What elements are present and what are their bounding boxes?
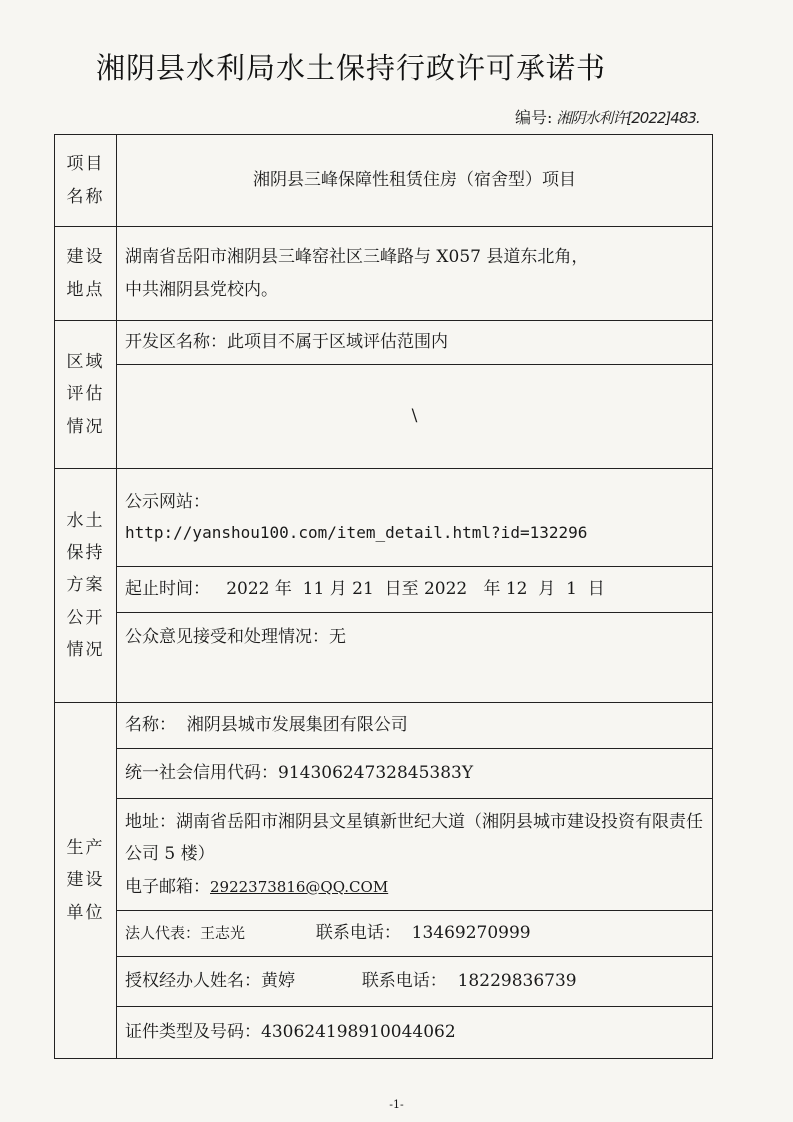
unit-legal-rep: 法人代表：王志光: [125, 924, 246, 943]
publicity-period: 起止时间： 2022 年 11 月 21 日至 2022 年 12 月 1 日: [117, 567, 713, 613]
publicity-url: http://yanshou100.com/item_detail.html?id=132296: [125, 523, 588, 543]
publicity-feedback: 公众意见接受和处理情况：无: [117, 613, 713, 703]
regional-blank-value: \: [117, 365, 713, 469]
commitment-form-table: [54, 134, 713, 1059]
publicity-site-label: 公示网站：: [125, 492, 210, 513]
location-value: [117, 227, 713, 321]
project-name-value: 湘阴县三峰保障性租赁住房（宿舍型）项目: [117, 135, 713, 227]
unit-legal-row: [117, 911, 713, 957]
label-location: 建设地点: [55, 227, 117, 321]
serial-number: [515, 105, 700, 128]
label-construction-unit: 生产建设单位: [55, 703, 117, 1059]
serial-label: 编号:: [515, 108, 553, 127]
serial-value: 湘阴水利许[2022]483.: [556, 109, 700, 127]
regional-zone-value: 开发区名称：此项目不属于区域评估范围内: [117, 321, 713, 365]
unit-credit-code: 统一社会信用代码：91430624732845383Y: [117, 749, 713, 799]
unit-agent-phone: 联系电话： 18229836739: [361, 971, 577, 992]
unit-agent-row: [117, 957, 713, 1007]
unit-legal-phone: 联系电话： 13469270999: [315, 923, 531, 944]
unit-email-row: [125, 871, 704, 903]
unit-email: 2922373816@QQ.COM: [210, 877, 389, 896]
document-title: 湘阴县水利局水土保持行政许可承诺书: [96, 51, 607, 85]
publicity-site: [117, 469, 713, 567]
page-number: -1-: [389, 1098, 404, 1111]
unit-email-label: 电子邮箱：: [125, 876, 210, 897]
label-project-name: 项目名称: [55, 135, 117, 227]
unit-agent: 授权经办人姓名：黄婷: [125, 971, 295, 992]
label-publicity: 水土保持方案公开情况: [55, 469, 117, 703]
unit-id: 证件类型及号码：430624198910044062: [117, 1007, 713, 1059]
location-line-2: 中共湘阴县党校内。: [125, 279, 278, 300]
unit-name: 名称： 湘阴县城市发展集团有限公司: [117, 703, 713, 749]
location-line-1: 湖南省岳阳市湘阴县三峰窑社区三峰路与 X057 县道东北角，: [125, 247, 589, 268]
label-regional-assessment: 区域评估情况: [55, 321, 117, 469]
unit-address: 地址：湖南省岳阳市湘阴县文星镇新世纪大道（湘阴县城市建设投资有限责任公司 5 楼）: [125, 812, 703, 865]
unit-address-block: [117, 799, 713, 911]
